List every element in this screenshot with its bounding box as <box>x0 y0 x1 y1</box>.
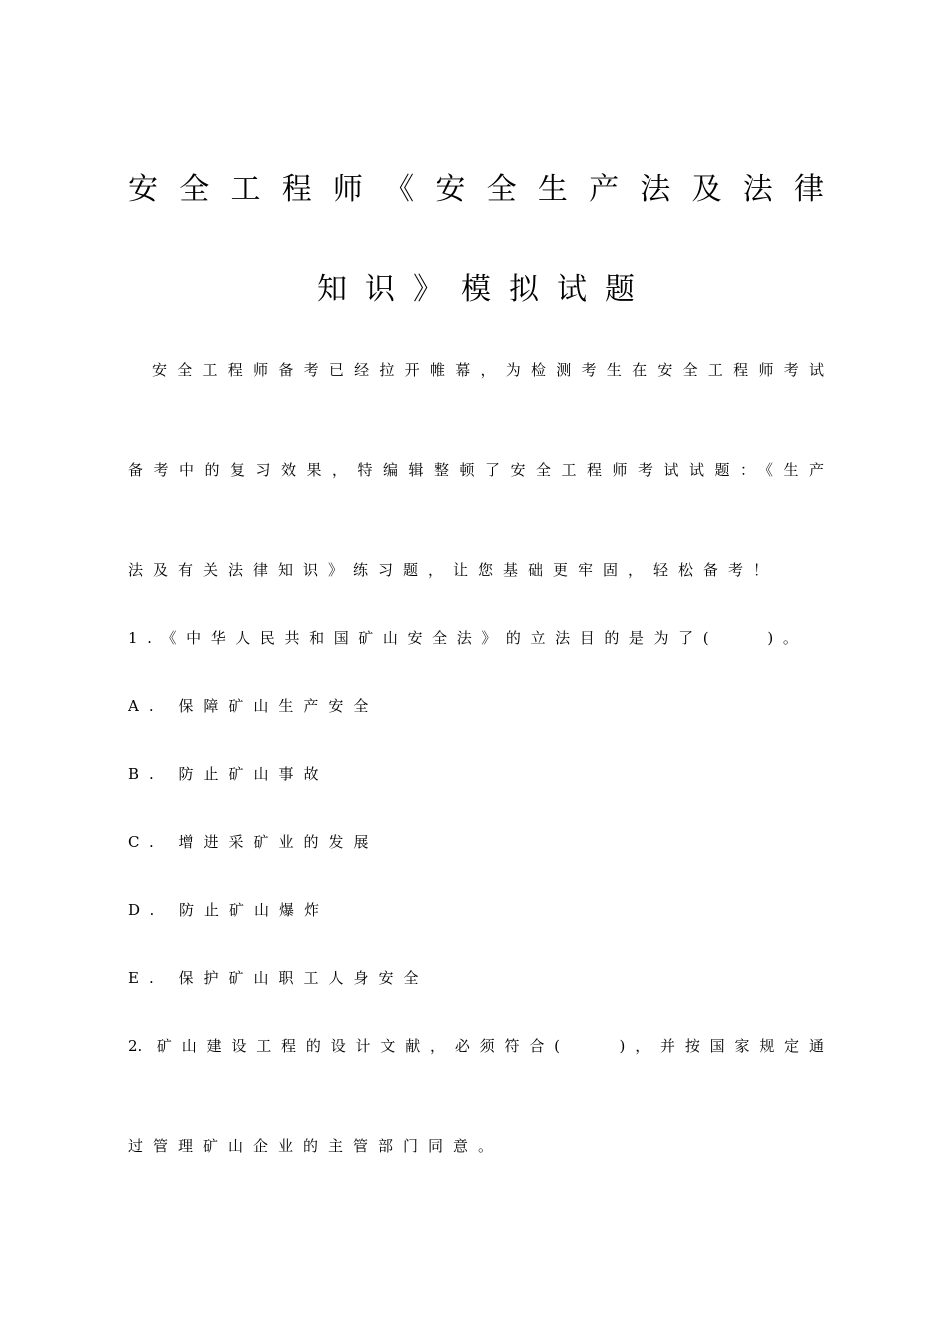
question-1-stem: 1.《中华人民共和国矿山安全法》的立法目的是为了( )。 <box>128 629 808 647</box>
question-2-stem-line-1: 2. 矿山建设工程的设计文献，必须符合( )，并按国家规定通 <box>128 1037 824 1055</box>
question-1-option-d: D. 防止矿山爆炸 <box>128 901 330 919</box>
question-2-stem-line-2: 过管理矿山企业的主管部门同意。 <box>128 1137 504 1155</box>
document-title-line-2: 知识》模拟试题 <box>317 272 653 307</box>
question-1-option-c: C. 增进采矿业的发展 <box>128 833 379 851</box>
question-1-option-a: A. 保障矿山生产安全 <box>128 697 379 715</box>
intro-paragraph-line-3: 法及有关法律知识》练习题，让您基础更牢固，轻松备考！ <box>128 561 779 579</box>
intro-paragraph-line-2: 备考中的复习效果，特编辑整顿了安全工程师考试试题：《生产 <box>128 461 824 479</box>
document-title-line-1: 安全工程师《安全生产法及法律 <box>128 172 824 207</box>
intro-paragraph-line-1: 安全工程师备考已经拉开帷幕，为检测考生在安全工程师考试 <box>152 361 824 379</box>
question-1-option-e: E. 保护矿山职工人身安全 <box>128 969 429 987</box>
question-1-option-b: B. 防止矿山事故 <box>128 765 329 783</box>
